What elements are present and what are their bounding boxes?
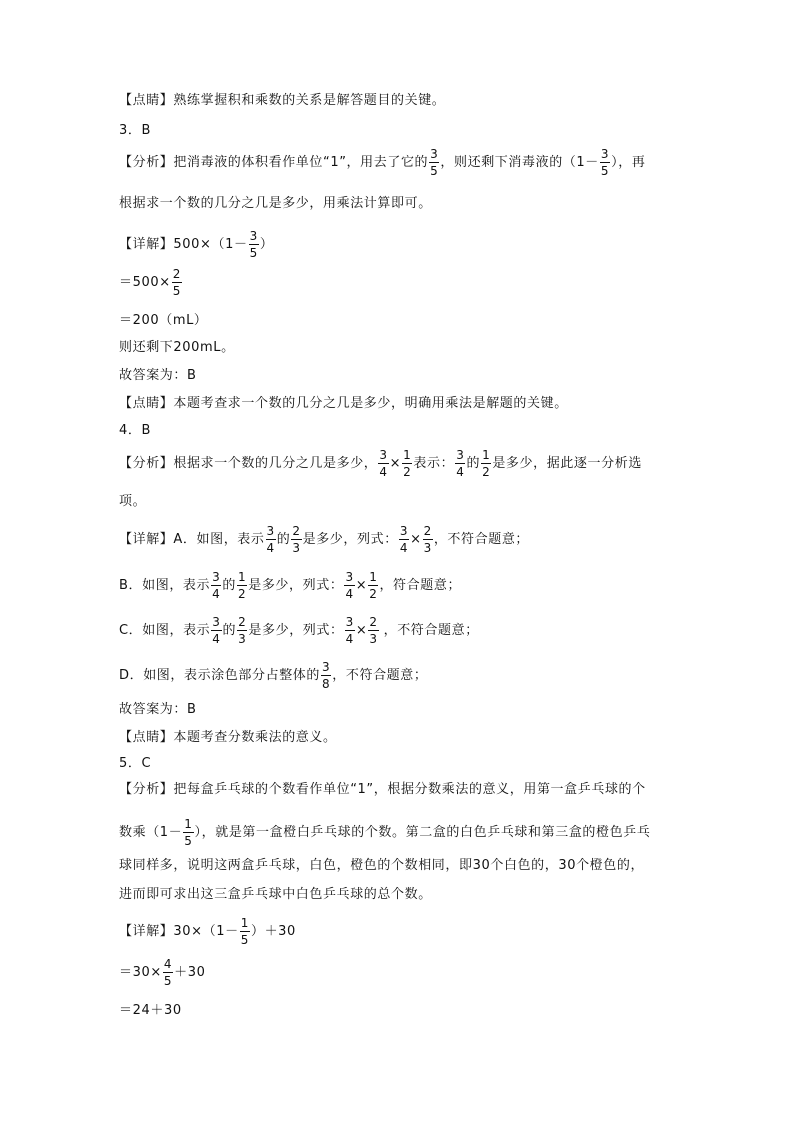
q3-step1: ＝500× $\frac{2}{5}$ <box>119 267 181 298</box>
q4-option-b: B．如图，表示 $\frac{3}{4}$ 的 $\frac{1}{2}$ 是多少，列式： $\frac{3}{4}$ × $\frac{1}{2}$ ，符合题意； <box>119 570 462 601</box>
fraction-3-5: $\frac{3}{5}$ <box>600 147 610 178</box>
q5-analysis-line4: 进而即可求出这三盒乒乓球中白色乒乓球的总个数。 <box>119 887 432 902</box>
q5-step1: ＝30× $\frac{4}{5}$ ＋30 <box>119 957 206 988</box>
fraction-2-3: $\frac{2}{3}$ <box>369 615 378 646</box>
q5-analysis-line2: 数乘（1－ $\frac{1}{5}$ ），就是第一盒橙白乒乓球的个数。第二盒的白色乒乓球和第三盒的橙色乒乓 <box>119 817 651 848</box>
q5-analysis-line1: 【分析】把每盒乒乓球的个数看作单位“1”，根据分数乘法的意义，用第一盒乒乓球的个 <box>119 782 646 797</box>
q3-analysis-line1: 【分析】把消毒液的体积看作单位“1”，用去了它的 $\frac{3}{5}$ ，则还剩下消毒液的（1－ $\frac{3}{5}$ ），再 <box>119 147 646 178</box>
q3-remaining: 则还剩下200mL。 <box>119 340 235 355</box>
fraction-1-2: $\frac{1}{2}$ <box>403 448 412 479</box>
fraction-3-5: $\frac{3}{5}$ <box>430 147 439 178</box>
fraction-3-4: $\frac{3}{4}$ <box>266 524 275 555</box>
fraction-2-3: $\frac{2}{3}$ <box>292 524 301 555</box>
fraction-2-3: $\frac{2}{3}$ <box>423 524 432 555</box>
q4-analysis-line1: 【分析】根据求一个数的几分之几是多少， $\frac{3}{4}$ × $\frac{1}{2}$ 表示： $\frac{3}{4}$ 的 $\frac{1}{2}$ 是多少，据此逐一分析选 <box>119 448 642 479</box>
q3-final-answer: 故答案为：B <box>119 368 197 383</box>
fraction-1-2: $\frac{1}{2}$ <box>237 570 247 601</box>
fraction-3-8: $\frac{3}{8}$ <box>322 660 331 691</box>
fraction-1-2: $\frac{1}{2}$ <box>482 448 491 479</box>
q5-analysis-line3: 球同样多，说明这两盒乒乓球，白色，橙色的个数相同，即30个白色的，30个橙色的， <box>119 858 645 873</box>
q4-option-a: 【详解】A．如图，表示 $\frac{3}{4}$ 的 $\frac{2}{3}$ 是多少，列式： $\frac{3}{4}$ × $\frac{2}{3}$ ，不符合题意； <box>119 524 530 555</box>
fraction-3-4: $\frac{3}{4}$ <box>456 448 465 479</box>
fraction-3-4: $\frac{3}{4}$ <box>212 570 221 601</box>
q4-analysis-line2: 项。 <box>119 494 147 509</box>
q3-answer-heading: 3．B <box>119 123 151 138</box>
q4-option-d: D．如图，表示涂色部分占整体的 $\frac{3}{8}$ ，不符合题意； <box>119 660 428 691</box>
q5-step2: ＝24＋30 <box>119 1003 182 1018</box>
fraction-3-4: $\frac{3}{4}$ <box>379 448 388 479</box>
fraction-3-5: $\frac{3}{5}$ <box>249 229 258 260</box>
q4-option-c: C．如图，表示 $\frac{3}{4}$ 的 $\frac{2}{3}$ 是多少，列式： $\frac{3}{4}$ × $\frac{2}{3}$ ，不符合题意； <box>119 615 479 646</box>
q4-key-point: 【点睛】本题考查分数乘法的意义。 <box>119 730 337 745</box>
fraction-1-5: $\frac{1}{5}$ <box>184 817 193 848</box>
q3-analysis-line2: 根据求一个数的几分之几是多少，用乘法计算即可。 <box>119 196 432 211</box>
fraction-3-4: $\frac{3}{4}$ <box>212 615 221 646</box>
q2-key-point: 【点睛】熟练掌握积和乘数的关系是解答题目的关键。 <box>119 93 446 108</box>
fraction-1-2: $\frac{1}{2}$ <box>369 570 378 601</box>
fraction-4-5: $\frac{4}{5}$ <box>163 957 173 988</box>
fraction-1-5: $\frac{1}{5}$ <box>240 916 249 947</box>
q5-answer-heading: 5．C <box>119 756 152 771</box>
q3-key-point: 【点睛】本题考查求一个数的几分之几是多少，明确用乘法是解题的关键。 <box>119 396 568 411</box>
q4-answer-heading: 4．B <box>119 423 151 438</box>
fraction-3-4: $\frac{3}{4}$ <box>345 615 354 646</box>
fraction-2-3: $\frac{2}{3}$ <box>238 615 247 646</box>
fraction-3-4: $\frac{3}{4}$ <box>345 570 354 601</box>
fraction-2-5: $\frac{2}{5}$ <box>172 267 181 298</box>
fraction-3-4: $\frac{3}{4}$ <box>399 524 409 555</box>
q3-step2: ＝200（mL） <box>119 313 208 328</box>
q3-solution-line: 【详解】500×（1－ $\frac{3}{5}$ ） <box>119 229 274 260</box>
q4-final-answer: 故答案为：B <box>119 702 197 717</box>
q5-solution-line: 【详解】30×（1－ $\frac{1}{5}$ ）＋30 <box>119 916 296 947</box>
